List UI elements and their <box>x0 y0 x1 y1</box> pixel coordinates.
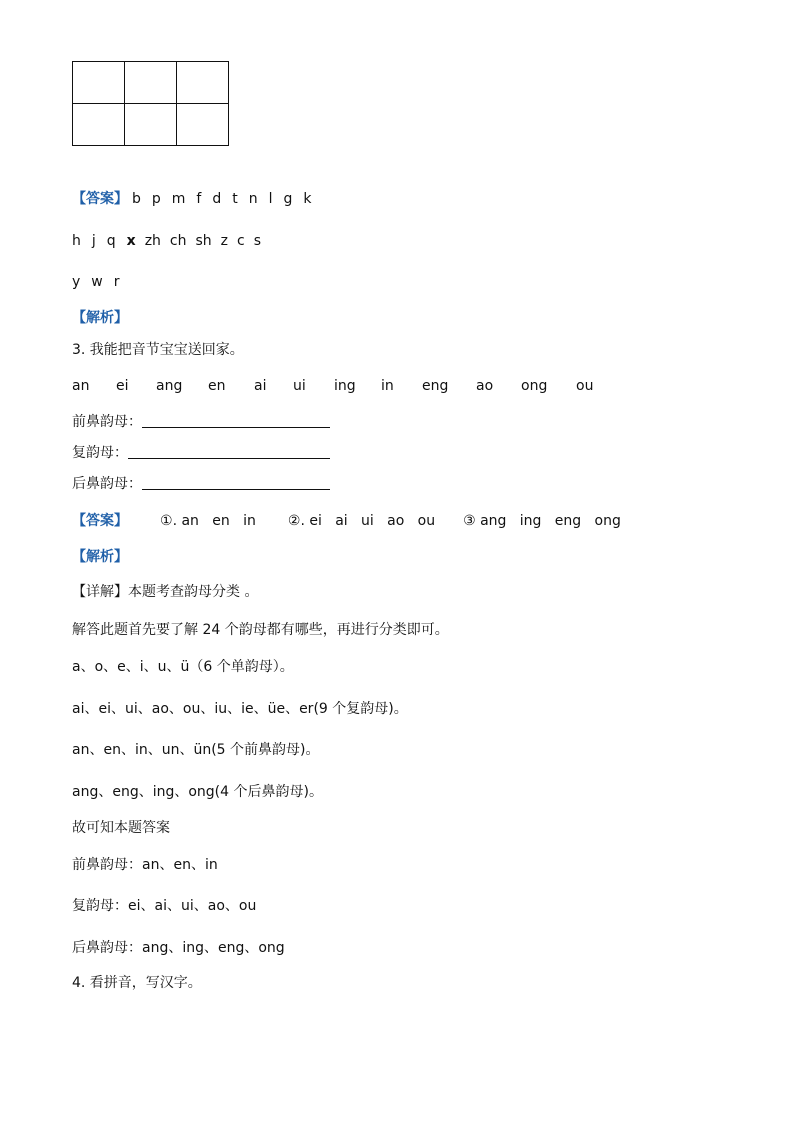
letter: t <box>232 191 238 207</box>
letter: l <box>268 191 273 207</box>
result-front-nasal: 前鼻韵母：an、en、in <box>72 857 218 873</box>
question-4-title: 4. 看拼音，写汉字。 <box>72 975 202 991</box>
detail-line <box>72 582 258 602</box>
letter: h <box>72 233 81 249</box>
answer-tag: 【答案】 <box>72 191 128 207</box>
grid-cell <box>177 104 229 146</box>
syllable: ai <box>254 378 267 394</box>
answer-group: an en in <box>181 513 256 529</box>
letter: x <box>126 233 136 249</box>
letter: f <box>196 191 202 207</box>
syllable: in <box>381 378 394 394</box>
analysis-tag: 【解析】 <box>72 310 128 326</box>
letter: r <box>113 274 120 290</box>
grid-cell <box>125 104 177 146</box>
syllable: an <box>72 378 90 394</box>
syllable: en <box>208 378 226 394</box>
detail-tag: 【详解】 <box>72 584 128 600</box>
question-3-title: 3. 我能把音节宝宝送回家。 <box>72 342 244 358</box>
fill-front-nasal <box>72 412 330 432</box>
explain-p1: 解答此题首先要了解 24 个韵母都有哪些，再进行分类即可。 <box>72 622 449 638</box>
detail-text: 本题考查韵母分类 。 <box>128 584 259 600</box>
syllable: ong <box>521 378 548 394</box>
grid-cell <box>73 104 125 146</box>
letter: q <box>106 233 116 249</box>
letter: k <box>303 191 312 207</box>
syllable: ang <box>156 378 183 394</box>
fill-label: 后鼻韵母： <box>72 476 142 492</box>
fill-label: 前鼻韵母： <box>72 414 142 430</box>
answer-group: ang ing eng ong <box>480 513 621 529</box>
answer-row-3 <box>72 272 120 292</box>
letter: zh <box>144 233 161 249</box>
letter: z <box>220 233 229 249</box>
syllable: ou <box>576 378 594 394</box>
result-compound: 复韵母：ei、ai、ui、ao、ou <box>72 898 257 914</box>
letter: j <box>91 233 96 249</box>
explain-p6: 故可知本题答案 <box>72 820 170 836</box>
explain-p5: ang、eng、ing、ong(4 个后鼻韵母)。 <box>72 784 323 800</box>
letter: y <box>72 274 81 290</box>
syllable: ui <box>293 378 306 394</box>
letter: n <box>248 191 258 207</box>
answer-row-1 <box>72 189 312 209</box>
answer-blank[interactable] <box>142 413 330 428</box>
explain-p4: an、en、in、un、ün(5 个前鼻韵母)。 <box>72 742 320 758</box>
explain-p2: a、o、e、i、u、ü（6 个单韵母）。 <box>72 659 294 675</box>
answer-group: ei ai ui ao ou <box>309 513 436 529</box>
letter: s <box>253 233 262 249</box>
answer-row-2 <box>72 231 261 251</box>
letter: p <box>151 191 161 207</box>
fill-label: 复韵母： <box>72 445 128 461</box>
grid-cell <box>73 62 125 104</box>
fill-compound <box>72 443 330 463</box>
q3-analysis-tag: 【解析】 <box>72 549 128 565</box>
letter: c <box>237 233 245 249</box>
syllable: ing <box>334 378 356 394</box>
grid-cell <box>125 62 177 104</box>
letter: m <box>171 191 186 207</box>
fill-back-nasal <box>72 474 330 494</box>
circled-number: ③ <box>463 513 476 529</box>
syllable: ei <box>116 378 129 394</box>
answer-blank[interactable] <box>128 444 330 459</box>
explain-p3: ai、ei、ui、ao、ou、iu、ie、üe、er(9 个复韵母)。 <box>72 701 408 717</box>
grid-cell <box>177 62 229 104</box>
writing-grid <box>72 61 229 146</box>
letter: g <box>283 191 293 207</box>
circled-number: ① <box>160 513 173 529</box>
answer-tag: 【答案】 <box>72 513 128 529</box>
result-back-nasal: 后鼻韵母：ang、ing、eng、ong <box>72 940 285 956</box>
letter: b <box>132 191 141 207</box>
letter: ch <box>169 233 187 249</box>
letter: d <box>212 191 222 207</box>
answer-blank[interactable] <box>142 475 330 490</box>
q3-answer: 【答案】 ①. an en in ②. ei ai ui ao ou ③ ang ing eng ong <box>72 513 621 529</box>
letter: w <box>91 274 103 290</box>
letter: sh <box>195 233 212 249</box>
syllable: ao <box>476 378 494 394</box>
syllable: eng <box>422 378 449 394</box>
circled-number: ② <box>287 513 301 529</box>
